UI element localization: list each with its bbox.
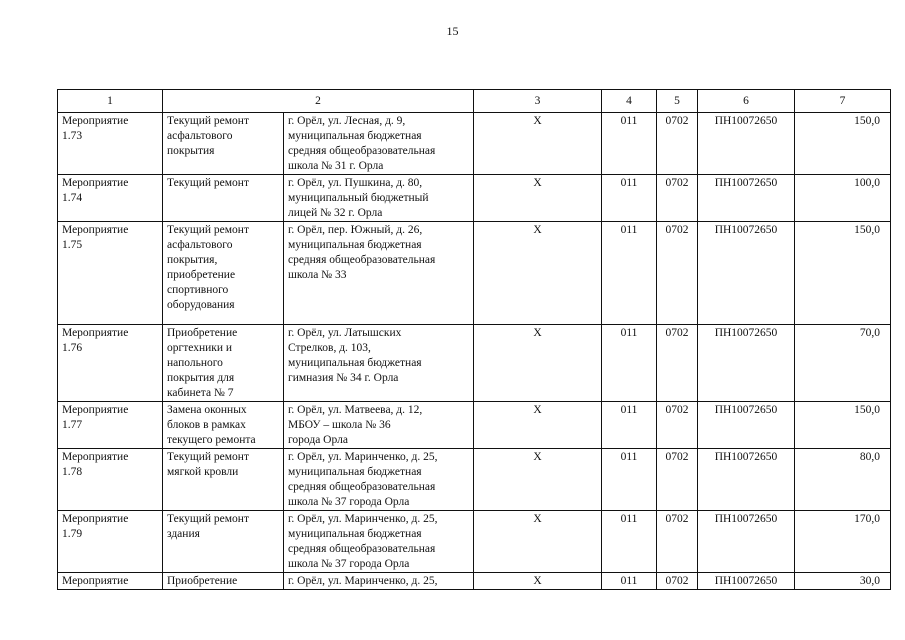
address-cell: г. Орёл, ул. Матвеева, д. 12, МБОУ – школа № 36 города Орла (284, 402, 474, 449)
dept-code-cell: 011 (602, 113, 657, 175)
header-row (58, 90, 891, 113)
dept-code-cell: 011 (602, 325, 657, 402)
work-description-cell: Замена оконных блоков в рамках текущего ремонта (163, 402, 284, 449)
section-code-cell: 0702 (657, 573, 698, 590)
target-article-cell: ПН10072650 (698, 222, 795, 325)
work-description-cell: Приобретение (163, 573, 284, 590)
amount-cell: 150,0 (795, 222, 891, 325)
amount-cell: 70,0 (795, 325, 891, 402)
col3-mark-cell: Х (474, 449, 602, 511)
target-article-cell: ПН10072650 (698, 573, 795, 590)
work-description-cell: Текущий ремонт асфальтового покрытия, приобретение спортивного оборудования (163, 222, 284, 325)
col3-mark-cell: Х (474, 325, 602, 402)
work-description-cell: Текущий ремонт (163, 175, 284, 222)
dept-code-cell: 011 (602, 222, 657, 325)
section-code-cell: 0702 (657, 511, 698, 573)
event-name-cell: Мероприятие 1.79 (58, 511, 163, 573)
table-row (58, 325, 891, 402)
target-article-cell: ПН10072650 (698, 325, 795, 402)
event-name-cell: Мероприятие 1.74 (58, 175, 163, 222)
table-row (58, 511, 891, 573)
col3-mark-cell: Х (474, 511, 602, 573)
event-name-cell: Мероприятие 1.76 (58, 325, 163, 402)
address-cell: г. Орёл, ул. Маринченко, д. 25, муниципальная бюджетная средняя общеобразовательная школа № 37 города Орла (284, 449, 474, 511)
event-name-cell: Мероприятие (58, 573, 163, 590)
section-code-cell: 0702 (657, 113, 698, 175)
header-col-2: 2 (163, 90, 474, 113)
col3-mark-cell: Х (474, 113, 602, 175)
amount-cell: 150,0 (795, 113, 891, 175)
table-row (58, 222, 891, 325)
target-article-cell: ПН10072650 (698, 175, 795, 222)
section-code-cell: 0702 (657, 325, 698, 402)
section-code-cell: 0702 (657, 222, 698, 325)
address-cell: г. Орёл, ул. Маринченко, д. 25, муниципальная бюджетная средняя общеобразовательная школа № 37 города Орла (284, 511, 474, 573)
target-article-cell: ПН10072650 (698, 113, 795, 175)
table-row (58, 113, 891, 175)
address-cell: г. Орёл, ул. Пушкина, д. 80, муниципальный бюджетный лицей № 32 г. Орла (284, 175, 474, 222)
address-cell: г. Орёл, ул. Маринченко, д. 25, (284, 573, 474, 590)
dept-code-cell: 011 (602, 402, 657, 449)
amount-cell: 30,0 (795, 573, 891, 590)
address-cell: г. Орёл, ул. Латышских Стрелков, д. 103, муниципальная бюджетная гимназия № 34 г. Орла (284, 325, 474, 402)
dept-code-cell: 011 (602, 511, 657, 573)
header-col-5: 5 (657, 90, 698, 113)
table-row (58, 449, 891, 511)
amount-cell: 100,0 (795, 175, 891, 222)
header-col-4: 4 (602, 90, 657, 113)
target-article-cell: ПН10072650 (698, 511, 795, 573)
dept-code-cell: 011 (602, 175, 657, 222)
col3-mark-cell: Х (474, 402, 602, 449)
dept-code-cell: 011 (602, 573, 657, 590)
section-code-cell: 0702 (657, 175, 698, 222)
table-row (58, 175, 891, 222)
header-col-7: 7 (795, 90, 891, 113)
target-article-cell: ПН10072650 (698, 402, 795, 449)
event-name-cell: Мероприятие 1.75 (58, 222, 163, 325)
work-description-cell: Текущий ремонт мягкой кровли (163, 449, 284, 511)
page-number: 15 (446, 24, 459, 38)
work-description-cell: Текущий ремонт асфальтового покрытия (163, 113, 284, 175)
target-article-cell: ПН10072650 (698, 449, 795, 511)
amount-cell: 80,0 (795, 449, 891, 511)
budget-table (57, 89, 891, 590)
header-col-3: 3 (474, 90, 602, 113)
event-name-cell: Мероприятие 1.77 (58, 402, 163, 449)
header-col-6: 6 (698, 90, 795, 113)
header-col-1: 1 (58, 90, 163, 113)
amount-cell: 170,0 (795, 511, 891, 573)
address-cell: г. Орёл, ул. Лесная, д. 9, муниципальная бюджетная средняя общеобразовательная школа № 31 г. Орла (284, 113, 474, 175)
section-code-cell: 0702 (657, 402, 698, 449)
work-description-cell: Текущий ремонт здания (163, 511, 284, 573)
dept-code-cell: 011 (602, 449, 657, 511)
col3-mark-cell: Х (474, 222, 602, 325)
table-row (58, 573, 891, 590)
col3-mark-cell: Х (474, 573, 602, 590)
table-row (58, 402, 891, 449)
col3-mark-cell: Х (474, 175, 602, 222)
event-name-cell: Мероприятие 1.73 (58, 113, 163, 175)
event-name-cell: Мероприятие 1.78 (58, 449, 163, 511)
work-description-cell: Приобретение оргтехники и напольного покрытия для кабинета № 7 (163, 325, 284, 402)
section-code-cell: 0702 (657, 449, 698, 511)
amount-cell: 150,0 (795, 402, 891, 449)
address-cell: г. Орёл, пер. Южный, д. 26, муниципальная бюджетная средняя общеобразовательная школа № 33 (284, 222, 474, 325)
